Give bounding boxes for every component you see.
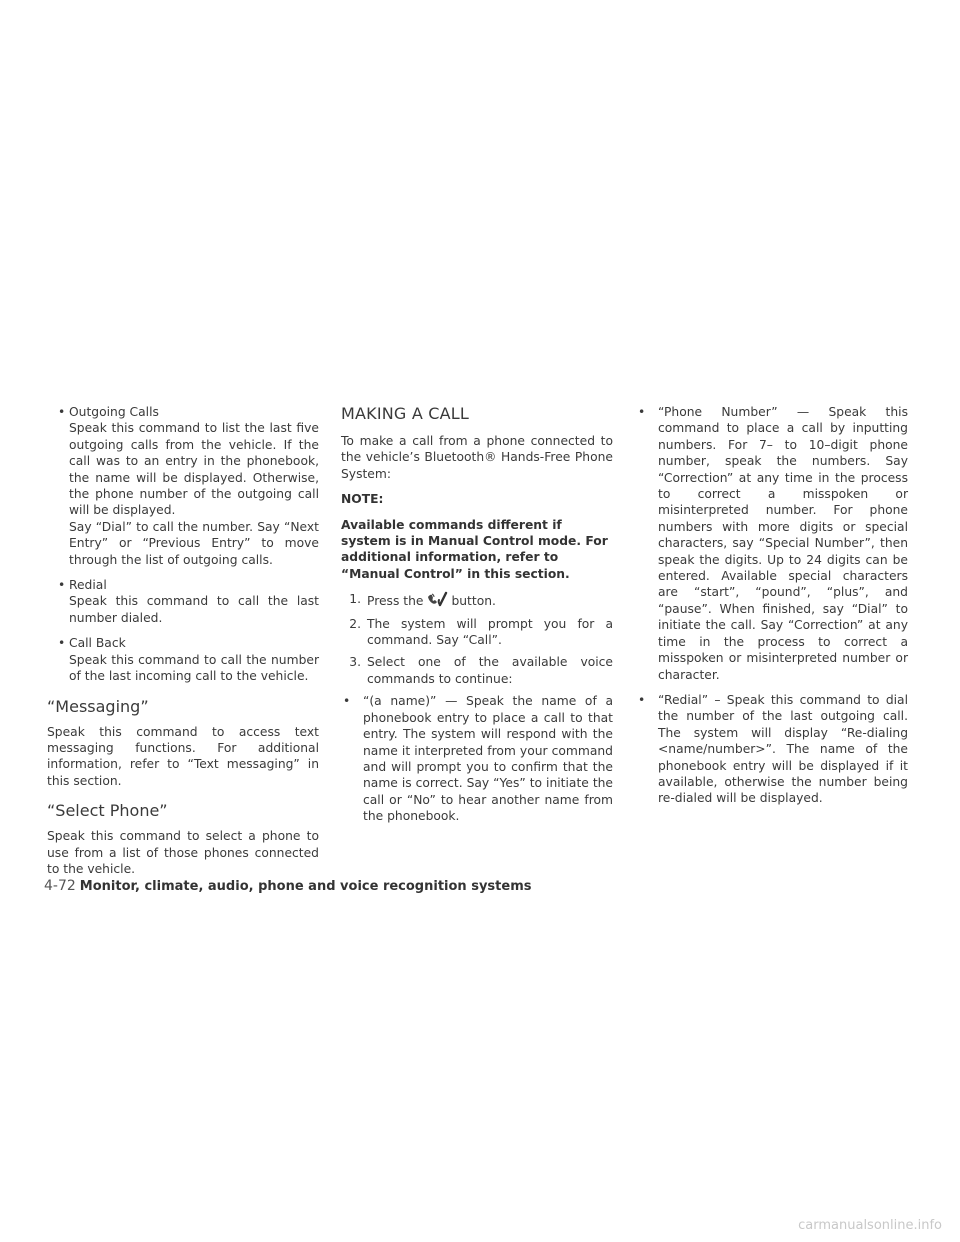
page-footer xyxy=(44,877,531,896)
column-3 xyxy=(636,404,908,816)
section-title: Monitor, climate, audio, phone and voice recognition systems xyxy=(79,879,532,894)
step-number: 3. xyxy=(349,655,361,670)
step-number: 2. xyxy=(349,616,361,631)
list-item-call-back xyxy=(47,635,319,684)
item-title: Redial xyxy=(69,578,107,593)
page-number: 4-72 xyxy=(44,878,76,894)
step-2 xyxy=(341,616,613,649)
bullet-dot: • xyxy=(638,405,646,419)
list-item-phone-number xyxy=(636,404,908,683)
list-item-a-name xyxy=(341,693,613,824)
list-item-redial xyxy=(47,577,319,626)
heading-select-phone: “Select Phone” xyxy=(47,801,168,821)
step-text: Select one of the available voice commands to continue: xyxy=(367,655,613,686)
item-text: Speak this command to list the last five outgoing calls from the vehicle. If the call was to an entry in the phonebook, the name will be displayed. Otherwise, the phone number of the outgoing call will be displayed. xyxy=(69,421,319,518)
item-text: Say “Dial” to call the number. Say “Next Entry” or “Previous Entry” to move through the list of outgoing calls. xyxy=(69,519,319,567)
list-item-redial-command xyxy=(636,692,908,807)
note-label: NOTE: xyxy=(341,492,384,507)
step-text: button. xyxy=(451,594,496,609)
step-3 xyxy=(341,654,613,687)
item-title: Call Back xyxy=(69,636,126,651)
heading-messaging: “Messaging” xyxy=(47,696,149,716)
list-item-outgoing-calls xyxy=(47,404,319,568)
watermark: carmanualsonline.info xyxy=(798,1218,942,1233)
bullet-dot: • xyxy=(58,405,66,419)
item-text: “Redial” – Speak this command to dial the number of the last outgoing call. The system will display “Re-dialing <name/number>”. The name of the phonebook entry will be displayed if it available, otherwise the number being re-dialed will be displayed. xyxy=(658,692,908,806)
step-text: Press the xyxy=(367,594,424,609)
item-text: “Phone Number” — Speak this command to place a call by inputting numbers. For 7– to 10–digit phone number, speak the numbers. Say “Correction” at any time in the process to correct a misspoken or misinterpreted number. For phone numbers with more digits or special characters, say “Special Number”, then speak the digits. Up to 24 digits can be entered. Available special characters are “start”, “pound”, “plus”, and “pause”. When finished, say “Dial” to initiate the call. Say “Correction” at any time in the process to correct a misspoken or misinterpreted number or character. xyxy=(658,405,908,682)
intro-text: To make a call from a phone connected to the vehicle’s Bluetooth® Hands-Free Phone System: xyxy=(341,434,613,481)
item-title: Outgoing Calls xyxy=(69,405,159,419)
step-1 xyxy=(341,591,613,609)
note-text: Available commands different if system is in Manual Control mode. For additional information, refer to “Manual Control” in this section. xyxy=(341,517,608,581)
heading-making-a-call: MAKING A CALL xyxy=(341,404,469,423)
messaging-text: Speak this command to access text messaging functions. For additional information, refer to “Text messaging” in this section. xyxy=(47,724,319,788)
item-text: “(a name)” — Speak the name of a phonebook entry to place a call to that entry. The system will respond with the name it interpreted from your command and will prompt you to confirm that the name is correct. Say “Yes” to initiate the call or “No” to hear another name from the phonebook. xyxy=(363,694,613,824)
select-phone-text: Speak this command to select a phone to use from a list of those phones connected to the vehicle. xyxy=(47,829,319,876)
bullet-dot: • xyxy=(58,578,66,593)
step-number: 1. xyxy=(349,592,361,607)
bullet-dot: • xyxy=(58,636,66,651)
phone-voice-icon xyxy=(426,591,448,607)
column-2 xyxy=(341,404,613,834)
item-text: Speak this command to call the number of the last incoming call to the vehicle. xyxy=(69,652,319,684)
column-1 xyxy=(47,404,319,886)
step-text: The system will prompt you for a command. Say “Call”. xyxy=(367,616,613,648)
item-text: Speak this command to call the last number dialed. xyxy=(69,594,319,625)
bullet-dot: • xyxy=(638,692,646,707)
bullet-dot: • xyxy=(343,694,351,709)
